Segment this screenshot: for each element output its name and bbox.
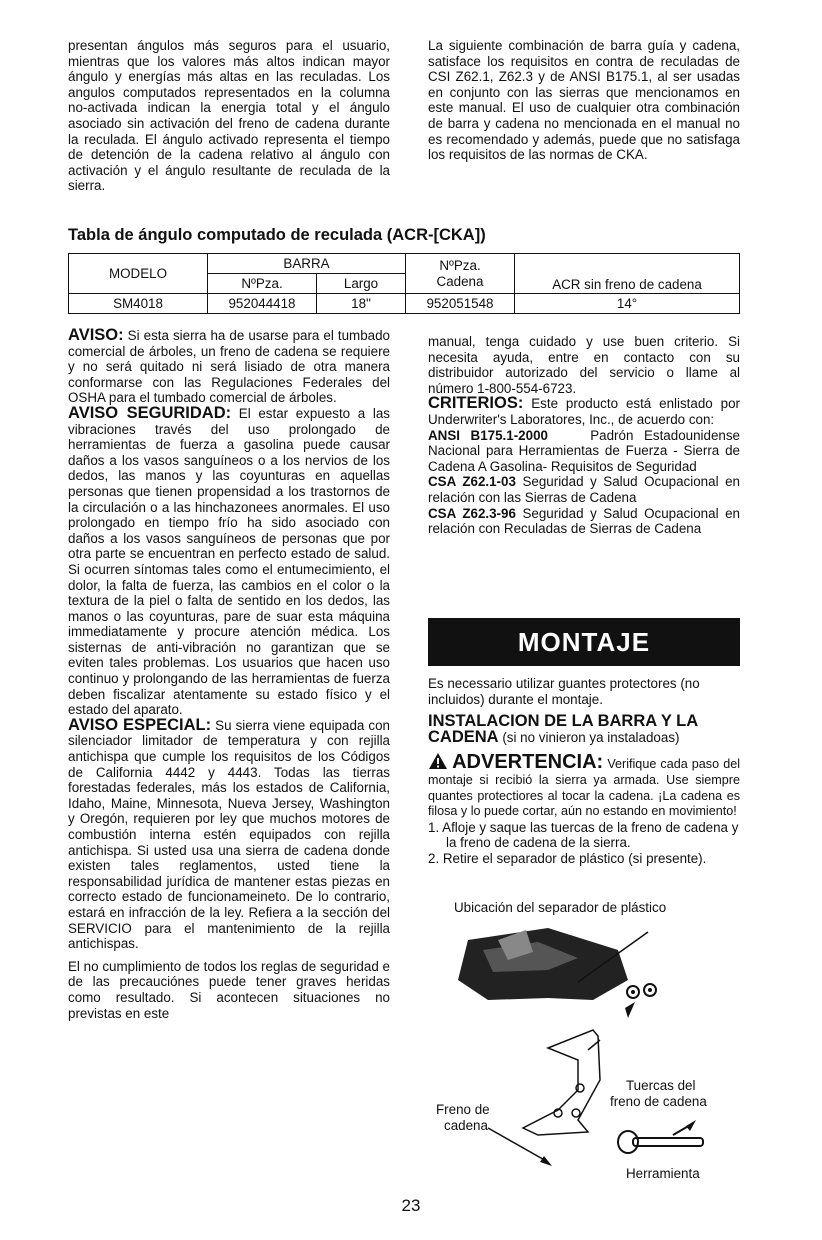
standard-csa-3 [428, 506, 740, 537]
standard-ansi-code: ANSI B175.1-2000 [428, 427, 548, 443]
instalacion-note: (si no vinieron ya instaladoas) [502, 729, 680, 745]
page-number: 23 [401, 1196, 421, 1215]
standard-csa-1-code: CSA Z62.1-03 [428, 474, 516, 490]
header-npza: NºPza. [208, 274, 317, 294]
chainsaw-illustration [428, 900, 740, 1200]
cell-largo: 18" [317, 294, 406, 314]
step-2: 2. Retire el separador de plástico (si presente). [428, 850, 707, 866]
manual-paragraph: manual, tenga cuidado y use buen criterio. Si necesita ayuda, entre en contacto con su distribuidor autorizado del servicio o llame al número 1-800-554-6723. [428, 334, 740, 396]
chainsaw-figure [428, 900, 740, 1200]
right-column [428, 334, 740, 537]
advertencia-heading: ADVERTENCIA: [452, 751, 604, 774]
criterios-heading: CRITERIOS: [428, 394, 524, 413]
aviso-heading: AVISO: [68, 326, 124, 344]
table-row [69, 294, 740, 314]
table-title: Tabla de ángulo computado de reculada (ACR-[CKA]) [68, 226, 486, 244]
advertencia-paragraph [428, 752, 740, 819]
montaje-banner: MONTAJE [428, 618, 740, 666]
figure-caption: Ubicación del separador de plástico [454, 900, 667, 915]
header-largo: Largo [317, 274, 406, 294]
warning-icon [428, 752, 448, 770]
label-herramienta: Herramienta [626, 1166, 700, 1181]
left-column [68, 328, 390, 1021]
advertencia-text: Verifique cada paso del montaje si recibió la sierra ya armada. Use siempre quantes protectiores al tocar la cadena. ¡La cadena es filosa y lo puede cortar, aún no estando en movimiento! [428, 757, 741, 819]
instalacion-paragraph [428, 714, 740, 745]
criterios-text: Este producto está enlistado por Underwriter's Laboratores, Inc., de acuerdo con: [428, 396, 740, 427]
step-1: 1. Afloje y saque las tuercas de la freno de cadena y la freno de cadena de la sierra. [428, 819, 739, 851]
standard-ansi [428, 428, 740, 475]
aviso-especial-heading: AVISO ESPECIAL: [68, 715, 212, 734]
header-cadena-label: Cadena [436, 273, 484, 289]
aviso-paragraph [68, 328, 390, 406]
acr-table [68, 253, 740, 314]
tool-icon [618, 1120, 703, 1153]
header-barra: BARRA [208, 254, 406, 274]
label-tuercas-line2: freno de cadena [610, 1094, 707, 1109]
label-tuercas-line1: Tuercas del [626, 1078, 696, 1093]
intro-paragraph-left: presentan ángulos más seguros para el usuario, mientras que los valores más altos indican mayor ángulo y energías más altas en las reculadas. Los angulos computados representados en la columna no-activada indican la energia total y el ángulo asociado sin activación del freno de cadena durante la reculada. El ángulo activado representa el tiempo de detención de la cadena relativo al ángulo con activación y el ángulo resultante de reculada de la sierra. [68, 38, 390, 194]
cell-modelo: SM4018 [69, 294, 208, 314]
nuts-icon [625, 984, 656, 1018]
guantes-paragraph: Es necessario utilizar guantes protectores (no incluidos) durante el montaje. [428, 676, 700, 707]
standard-csa-1-text: Seguridad y Salud Ocupacional en relación con las Sierras de Cadena [428, 474, 740, 505]
instalacion-heading: INSTALACION DE LA BARRA Y LA CADENA [428, 712, 698, 746]
aviso-seguridad-heading: AVISO SEGURIDAD: [68, 403, 232, 422]
label-freno-line1: Freno de [436, 1102, 490, 1117]
criterios-paragraph [428, 396, 740, 427]
aviso-seguridad-text: El estar expuesto a las vibraciones través del uso prolongado de herramientas de fuerza a gasolina puede causar daños a los vasos sanguíneos o a los nervios de los dedos, las manos y las coyunturas en aquellas personas que tienen propensidad a los trastornos de la circulación o a las hinchazonees anormales. El uso prolongado en tiempo frío ha sido asociado con daños a los vasos sanguíneos de personas que por otra parte se encuentran en perfecto estado de salud. Si ocurren síntomas tales como el entumecimiento, el dolor, la falta de fuerza, las cambios en el color o la textura de la piel o falta de sentido en los dedos, las manos o las coyunturas, pare de suar esta máquina immediatamente y procure atención médica. Los sisternas de anti-vibración no garantizan que se eviten tales problemas. Los usuarios que hacen uso continuo y prolongando de las herramientas de fuerza deben fiscalizar atentamente su estado físico y el estado del aparato. [68, 405, 390, 718]
label-freno-line2: cadena [444, 1118, 488, 1133]
cell-cadena: 952051548 [406, 294, 515, 314]
header-modelo: MODELO [69, 254, 208, 294]
standard-csa-1 [428, 474, 740, 505]
header-acr: ACR sin freno de cadena [515, 254, 740, 294]
standard-csa-3-text: Seguridad y Salud Ocupacional en relación con Reculadas de Sierras de Cadena [428, 505, 740, 537]
chain-brake-icon [523, 1030, 600, 1135]
header-cadena [406, 254, 515, 294]
intro-paragraph-right: La siguiente combinación de barra guía y cadena, satisface los requisitos en contra de reculadas de CSI Z62.1, Z62.3 y de ANSI B175.1, al ser usadas en conjunto con las sierras que mencionamos en este manual. El uso de cualquier otra combinación de barra y cadena no mencionada en el manual no es recomendado y además, puede que no satisfaga los requisitos de las normas de CKA. [428, 38, 740, 163]
standard-ansi-text: Padrón Estadounidense Nacional para Herramientas de Fuerza - Sierra de Cadena A Gasolina- Requisitos de Seguridad [428, 427, 740, 474]
cell-npza: 952044418 [208, 294, 317, 314]
standard-csa-3-code: CSA Z62.3-96 [428, 505, 516, 521]
header-npza-cadena: NºPza. [439, 257, 481, 273]
aviso-seguridad-paragraph [68, 403, 390, 718]
cell-acr: 14° [515, 294, 740, 314]
aviso-text: Si esta sierra ha de usarse para el tumbado comercial de árboles, un freno de cadena se requiere y no será quitado ni será lisiado de otra manera conformarse con las Regulaciones Federales del OSHA para el tumbado comercial de árboles. [68, 328, 390, 406]
assembly-section [428, 676, 740, 867]
aviso-especial-text: Su sierra viene equipada con silenciador limitador de temperatura y con rejilla antichispa que cumple los requisitos de los Códigos de California 4442 y 4443. Todas las tierras forestadas federales, más los estados de California, Idaho, Maine, Minnesota, Nueva Jersey, Washington y Oregón, requieren por ley que muchos motores de combustión interna estén equipados con rejilla antichispa. Si usted usa una sierra de cadena donde existen tales reglamentos, usted tiene la responsabilidad jurídica de mantener estas piezas en correcto estado de funcionameineto. De lo contrario, estará en infracción de la ley. Refiera a la sección del SERVICIO para el mantenimiento de la rejilla antichispas. [68, 717, 391, 952]
aviso-especial-paragraph [68, 715, 391, 952]
cumplimiento-paragraph: El no cumplimiento de todos los reglas de seguridad e de las precauciónes puede tener graves heridas como resultado. Si acontecen situaciones no previstas en este [68, 958, 390, 1021]
